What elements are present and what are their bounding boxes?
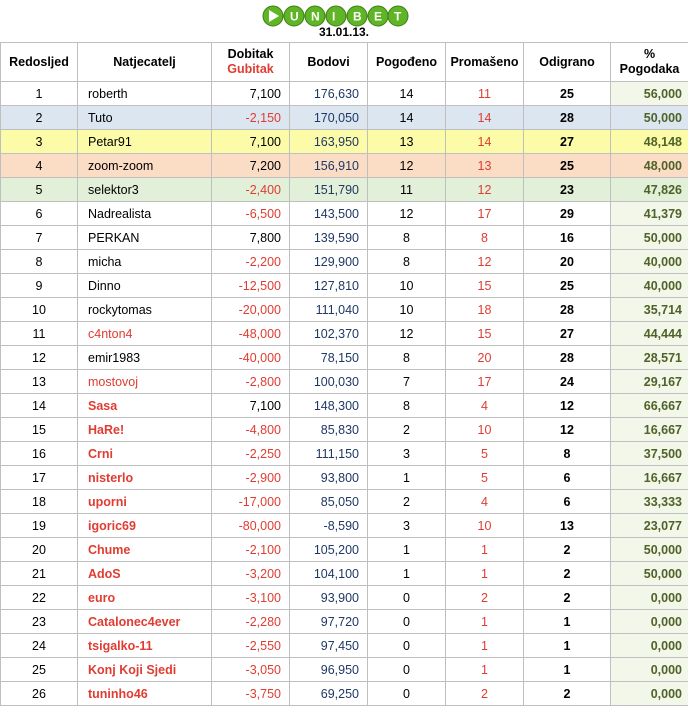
cell-hit: 2	[368, 418, 446, 442]
cell-hit: 14	[368, 82, 446, 106]
table-row	[1, 82, 688, 106]
cell-miss: 15	[446, 274, 524, 298]
col-profit-header-bottom: Gubitak	[227, 62, 274, 76]
cell-hit: 0	[368, 586, 446, 610]
col-rank-header: Redosljed	[1, 43, 78, 82]
cell-name: micha	[78, 250, 212, 274]
cell-name: nisterlo	[78, 466, 212, 490]
cell-miss: 1	[446, 538, 524, 562]
cell-miss: 17	[446, 202, 524, 226]
table-row	[1, 370, 688, 394]
cell-points: 93,800	[290, 466, 368, 490]
cell-hit: 12	[368, 154, 446, 178]
cell-miss: 10	[446, 514, 524, 538]
cell-played: 28	[524, 106, 611, 130]
cell-hit: 8	[368, 250, 446, 274]
cell-pct: 47,826	[611, 178, 688, 202]
cell-profit: -3,750	[212, 682, 290, 706]
cell-pct: 0,000	[611, 610, 688, 634]
cell-played: 2	[524, 682, 611, 706]
cell-pct: 50,000	[611, 538, 688, 562]
cell-profit: -2,550	[212, 634, 290, 658]
cell-hit: 1	[368, 538, 446, 562]
cell-profit: -3,200	[212, 562, 290, 586]
cell-profit: -2,250	[212, 442, 290, 466]
cell-rank: 5	[1, 178, 78, 202]
cell-rank: 20	[1, 538, 78, 562]
cell-miss: 2	[446, 586, 524, 610]
cell-hit: 8	[368, 394, 446, 418]
cell-name: Crni	[78, 442, 212, 466]
cell-pct: 40,000	[611, 274, 688, 298]
cell-miss: 12	[446, 178, 524, 202]
cell-rank: 15	[1, 418, 78, 442]
cell-name: euro	[78, 586, 212, 610]
cell-name: selektor3	[78, 178, 212, 202]
cell-rank: 14	[1, 394, 78, 418]
cell-profit: 7,200	[212, 154, 290, 178]
cell-played: 12	[524, 418, 611, 442]
cell-name: Tuto	[78, 106, 212, 130]
table-row	[1, 274, 688, 298]
cell-played: 23	[524, 178, 611, 202]
cell-name: Nadrealista	[78, 202, 212, 226]
cell-hit: 8	[368, 346, 446, 370]
col-points-header: Bodovi	[290, 43, 368, 82]
cell-pct: 0,000	[611, 586, 688, 610]
cell-rank: 25	[1, 658, 78, 682]
cell-played: 29	[524, 202, 611, 226]
cell-rank: 17	[1, 466, 78, 490]
cell-miss: 2	[446, 682, 524, 706]
cell-profit: -2,280	[212, 610, 290, 634]
cell-points: 78,150	[290, 346, 368, 370]
cell-pct: 0,000	[611, 682, 688, 706]
cell-rank: 3	[1, 130, 78, 154]
cell-rank: 13	[1, 370, 78, 394]
cell-profit: 7,800	[212, 226, 290, 250]
cell-pct: 16,667	[611, 418, 688, 442]
cell-miss: 4	[446, 490, 524, 514]
cell-pct: 23,077	[611, 514, 688, 538]
cell-pct: 48,148	[611, 130, 688, 154]
cell-points: 97,720	[290, 610, 368, 634]
cell-miss: 4	[446, 394, 524, 418]
cell-played: 25	[524, 82, 611, 106]
table-row	[1, 346, 688, 370]
cell-points: 104,100	[290, 562, 368, 586]
cell-profit: 7,100	[212, 394, 290, 418]
cell-hit: 10	[368, 298, 446, 322]
cell-hit: 0	[368, 634, 446, 658]
cell-pct: 50,000	[611, 226, 688, 250]
cell-played: 28	[524, 298, 611, 322]
cell-rank: 26	[1, 682, 78, 706]
cell-played: 25	[524, 274, 611, 298]
table-row	[1, 658, 688, 682]
cell-played: 2	[524, 586, 611, 610]
cell-rank: 24	[1, 634, 78, 658]
table-row	[1, 106, 688, 130]
cell-name: emir1983	[78, 346, 212, 370]
cell-pct: 50,000	[611, 106, 688, 130]
cell-profit: -17,000	[212, 490, 290, 514]
col-pct-header-top: %	[643, 47, 656, 61]
cell-hit: 3	[368, 514, 446, 538]
cell-hit: 12	[368, 202, 446, 226]
cell-points: 111,150	[290, 442, 368, 466]
cell-profit: -3,100	[212, 586, 290, 610]
cell-played: 20	[524, 250, 611, 274]
svg-text:UNIBET: U N I B E T	[290, 9, 402, 24]
cell-miss: 5	[446, 466, 524, 490]
cell-profit: -12,500	[212, 274, 290, 298]
table-row	[1, 202, 688, 226]
cell-hit: 1	[368, 562, 446, 586]
cell-profit: -2,800	[212, 370, 290, 394]
cell-name: Dinno	[78, 274, 212, 298]
cell-name: roberth	[78, 82, 212, 106]
cell-played: 1	[524, 658, 611, 682]
cell-pct: 56,000	[611, 82, 688, 106]
cell-profit: -2,150	[212, 106, 290, 130]
table-body	[1, 82, 688, 706]
cell-profit: 7,100	[212, 130, 290, 154]
cell-hit: 8	[368, 226, 446, 250]
cell-played: 25	[524, 154, 611, 178]
cell-miss: 20	[446, 346, 524, 370]
cell-name: HaRe!	[78, 418, 212, 442]
cell-miss: 15	[446, 322, 524, 346]
cell-played: 27	[524, 322, 611, 346]
cell-points: 93,900	[290, 586, 368, 610]
cell-hit: 0	[368, 658, 446, 682]
cell-hit: 1	[368, 466, 446, 490]
cell-profit: -40,000	[212, 346, 290, 370]
cell-profit: -48,000	[212, 322, 290, 346]
cell-played: 6	[524, 466, 611, 490]
cell-points: 85,050	[290, 490, 368, 514]
cell-played: 6	[524, 490, 611, 514]
cell-miss: 17	[446, 370, 524, 394]
cell-hit: 14	[368, 106, 446, 130]
cell-name: Konj Koji Sjedi	[78, 658, 212, 682]
cell-pct: 37,500	[611, 442, 688, 466]
cell-profit: -20,000	[212, 298, 290, 322]
cell-hit: 3	[368, 442, 446, 466]
col-pct-header	[611, 43, 688, 82]
cell-points: 96,950	[290, 658, 368, 682]
cell-profit: -2,100	[212, 538, 290, 562]
cell-name: Chume	[78, 538, 212, 562]
cell-rank: 11	[1, 322, 78, 346]
cell-points: 143,500	[290, 202, 368, 226]
cell-miss: 14	[446, 106, 524, 130]
cell-miss: 1	[446, 610, 524, 634]
cell-rank: 1	[1, 82, 78, 106]
cell-hit: 0	[368, 682, 446, 706]
cell-hit: 12	[368, 322, 446, 346]
table-header-row	[1, 43, 688, 82]
standings-table	[0, 42, 688, 706]
cell-rank: 2	[1, 106, 78, 130]
table-row	[1, 682, 688, 706]
cell-points: 151,790	[290, 178, 368, 202]
cell-miss: 8	[446, 226, 524, 250]
table-row	[1, 610, 688, 634]
table-row	[1, 394, 688, 418]
cell-played: 24	[524, 370, 611, 394]
table-row	[1, 298, 688, 322]
cell-name: PERKAN	[78, 226, 212, 250]
cell-played: 1	[524, 634, 611, 658]
table-row	[1, 562, 688, 586]
cell-name: Catalonec4ever	[78, 610, 212, 634]
cell-pct: 66,667	[611, 394, 688, 418]
cell-points: -8,590	[290, 514, 368, 538]
table-row	[1, 322, 688, 346]
table-row	[1, 586, 688, 610]
cell-rank: 12	[1, 346, 78, 370]
report-date: 31.01.13.	[318, 25, 370, 39]
cell-profit: 7,100	[212, 82, 290, 106]
cell-pct: 40,000	[611, 250, 688, 274]
table-row	[1, 442, 688, 466]
cell-rank: 22	[1, 586, 78, 610]
cell-name: AdoS	[78, 562, 212, 586]
cell-pct: 48,000	[611, 154, 688, 178]
cell-miss: 11	[446, 82, 524, 106]
col-name-header: Natjecatelj	[78, 43, 212, 82]
cell-hit: 10	[368, 274, 446, 298]
cell-miss: 1	[446, 634, 524, 658]
cell-miss: 13	[446, 154, 524, 178]
cell-played: 13	[524, 514, 611, 538]
cell-pct: 50,000	[611, 562, 688, 586]
cell-name: zoom-zoom	[78, 154, 212, 178]
cell-profit: -3,050	[212, 658, 290, 682]
cell-played: 12	[524, 394, 611, 418]
cell-points: 129,900	[290, 250, 368, 274]
cell-rank: 21	[1, 562, 78, 586]
cell-points: 163,950	[290, 130, 368, 154]
table-row	[1, 538, 688, 562]
cell-name: Petar91	[78, 130, 212, 154]
cell-name: mostovoj	[78, 370, 212, 394]
table-row	[1, 418, 688, 442]
table-row	[1, 154, 688, 178]
cell-name: igoric69	[78, 514, 212, 538]
cell-rank: 4	[1, 154, 78, 178]
cell-pct: 41,379	[611, 202, 688, 226]
cell-pct: 0,000	[611, 634, 688, 658]
cell-rank: 23	[1, 610, 78, 634]
cell-hit: 7	[368, 370, 446, 394]
cell-pct: 35,714	[611, 298, 688, 322]
col-pct-header-bottom: Pogodaka	[619, 62, 680, 76]
cell-miss: 10	[446, 418, 524, 442]
cell-profit: -4,800	[212, 418, 290, 442]
cell-name: rockytomas	[78, 298, 212, 322]
cell-profit: -2,900	[212, 466, 290, 490]
table-row	[1, 490, 688, 514]
cell-points: 69,250	[290, 682, 368, 706]
cell-played: 2	[524, 538, 611, 562]
cell-points: 176,630	[290, 82, 368, 106]
cell-miss: 5	[446, 442, 524, 466]
cell-points: 97,450	[290, 634, 368, 658]
cell-profit: -2,200	[212, 250, 290, 274]
cell-name: uporni	[78, 490, 212, 514]
col-played-header: Odigrano	[524, 43, 611, 82]
col-profit-header	[212, 43, 290, 82]
table-row	[1, 634, 688, 658]
cell-points: 127,810	[290, 274, 368, 298]
cell-pct: 29,167	[611, 370, 688, 394]
cell-name: Sasa	[78, 394, 212, 418]
cell-hit: 2	[368, 490, 446, 514]
table-row	[1, 130, 688, 154]
cell-played: 16	[524, 226, 611, 250]
table-row	[1, 250, 688, 274]
table-row	[1, 178, 688, 202]
cell-points: 111,040	[290, 298, 368, 322]
cell-rank: 7	[1, 226, 78, 250]
cell-hit: 0	[368, 610, 446, 634]
col-hit-header: Pogođeno	[368, 43, 446, 82]
cell-name: c4nton4	[78, 322, 212, 346]
cell-points: 85,830	[290, 418, 368, 442]
cell-points: 156,910	[290, 154, 368, 178]
cell-miss: 12	[446, 250, 524, 274]
cell-played: 27	[524, 130, 611, 154]
cell-points: 170,050	[290, 106, 368, 130]
cell-rank: 8	[1, 250, 78, 274]
table-row	[1, 466, 688, 490]
cell-pct: 33,333	[611, 490, 688, 514]
cell-profit: -6,500	[212, 202, 290, 226]
cell-hit: 13	[368, 130, 446, 154]
cell-rank: 19	[1, 514, 78, 538]
cell-played: 2	[524, 562, 611, 586]
cell-miss: 18	[446, 298, 524, 322]
cell-rank: 6	[1, 202, 78, 226]
cell-pct: 28,571	[611, 346, 688, 370]
cell-points: 148,300	[290, 394, 368, 418]
cell-rank: 9	[1, 274, 78, 298]
cell-played: 1	[524, 610, 611, 634]
cell-rank: 18	[1, 490, 78, 514]
col-miss-header: Promašeno	[446, 43, 524, 82]
cell-profit: -80,000	[212, 514, 290, 538]
cell-name: tsigalko-11	[78, 634, 212, 658]
cell-points: 100,030	[290, 370, 368, 394]
cell-pct: 16,667	[611, 466, 688, 490]
table-row	[1, 226, 688, 250]
cell-profit: -2,400	[212, 178, 290, 202]
page-header	[0, 0, 688, 42]
cell-miss: 1	[446, 562, 524, 586]
cell-played: 28	[524, 346, 611, 370]
cell-pct: 44,444	[611, 322, 688, 346]
unibet-logo	[262, 5, 409, 27]
cell-name: tuninho46	[78, 682, 212, 706]
cell-miss: 14	[446, 130, 524, 154]
cell-pct: 0,000	[611, 658, 688, 682]
col-profit-header-top: Dobitak	[227, 47, 274, 61]
table-row	[1, 514, 688, 538]
cell-points: 105,200	[290, 538, 368, 562]
cell-points: 139,590	[290, 226, 368, 250]
cell-miss: 1	[446, 658, 524, 682]
cell-played: 8	[524, 442, 611, 466]
cell-points: 102,370	[290, 322, 368, 346]
cell-rank: 16	[1, 442, 78, 466]
cell-hit: 11	[368, 178, 446, 202]
cell-rank: 10	[1, 298, 78, 322]
